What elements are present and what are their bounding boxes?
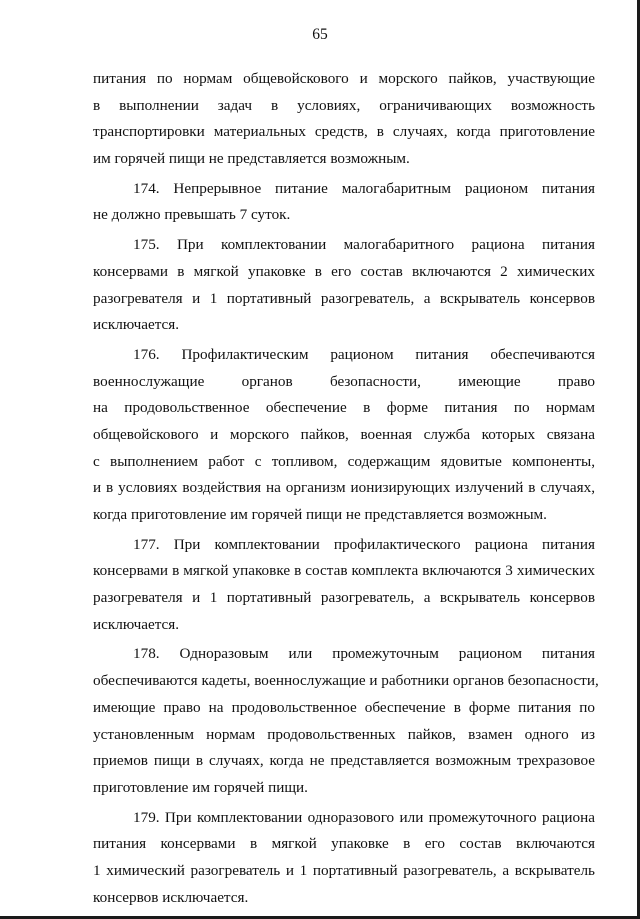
text-line: 178. Одноразовым или промежуточным рационом питания [133,645,595,663]
text-line: приготовление им горячей пищи. [93,778,308,796]
text-line: транспортировки материальных средств, в случаях, когда приготовление [93,123,595,141]
text-line: разогревателя и 1 портативный разогреватель, а вскрыватель консервов [93,589,595,607]
paragraph-179 [93,805,595,912]
text-line: им горячей пищи не представляется возможным. [93,150,410,168]
page-number: 65 [312,26,328,43]
text-line: с выполнением работ с топливом, содержащим ядовитые компоненты, [93,452,595,470]
text-line: не должно превышать 7 суток. [93,206,291,224]
text-line: в выполнении задач в условиях, ограничивающих возможность [93,96,595,114]
paragraph-178 [93,641,599,801]
text-line: общевойскового и морского пайков, военная служба которых связана [93,425,595,443]
paragraph-175 [93,232,595,339]
text-line: 174. Непрерывное питание малогабаритным рационом питания [133,179,595,197]
paragraph-continuation [93,66,595,173]
text-line: консервов исключается. [93,888,249,906]
text-line: исключается. [93,316,180,334]
text-line: консервами в мягкой упаковке в его состав включаются 2 химических [93,262,595,280]
text-line: 1 химический разогреватель и 1 портативный разогреватель, а вскрыватель [93,861,595,879]
paragraph-177 [93,532,595,639]
paragraph-174 [93,176,595,229]
text-line: питания консервами в мягкой упаковке в его состав включаются [93,835,595,853]
text-line: разогревателя и 1 портативный разогреватель, а вскрыватель консервов [93,289,595,307]
text-line: 175. При комплектовании малогабаритного рациона питания [133,236,595,254]
text-line: имеющие право на продовольственное обеспечение в форме питания по [93,698,595,716]
text-line: исключается. [93,615,180,633]
text-line: 176. Профилактическим рационом питания обеспечиваются [133,345,595,363]
text-line: военнослужащие органов безопасности, имеющие право [93,372,595,390]
paragraph-176 [93,342,595,529]
text-line: 179. При комплектовании одноразового или промежуточного рациона [133,808,595,826]
text-line: установленным нормам продовольственных пайков, взамен одного из [93,725,595,743]
text-line: на продовольственное обеспечение в форме питания по нормам [93,399,595,417]
text-line: и в условиях воздействия на организм ионизирующих излучений в случаях, [93,479,595,497]
text-line: 177. При комплектовании профилактического рациона питания [133,535,595,553]
text-line: консервами в мягкой упаковке в состав комплекта включаются 3 химических [93,562,595,580]
text-line: обеспечиваются кадеты, военнослужащие и работники органов безопасности, [93,672,599,690]
text-line: питания по нормам общевойскового и морского пайков, участвующие [93,70,595,87]
text-line: приемов пищи в случаях, когда не представляется возможным трехразовое [93,752,595,770]
document-body [93,66,599,911]
text-line: когда приготовление им горячей пищи не представляется возможным. [93,506,547,523]
